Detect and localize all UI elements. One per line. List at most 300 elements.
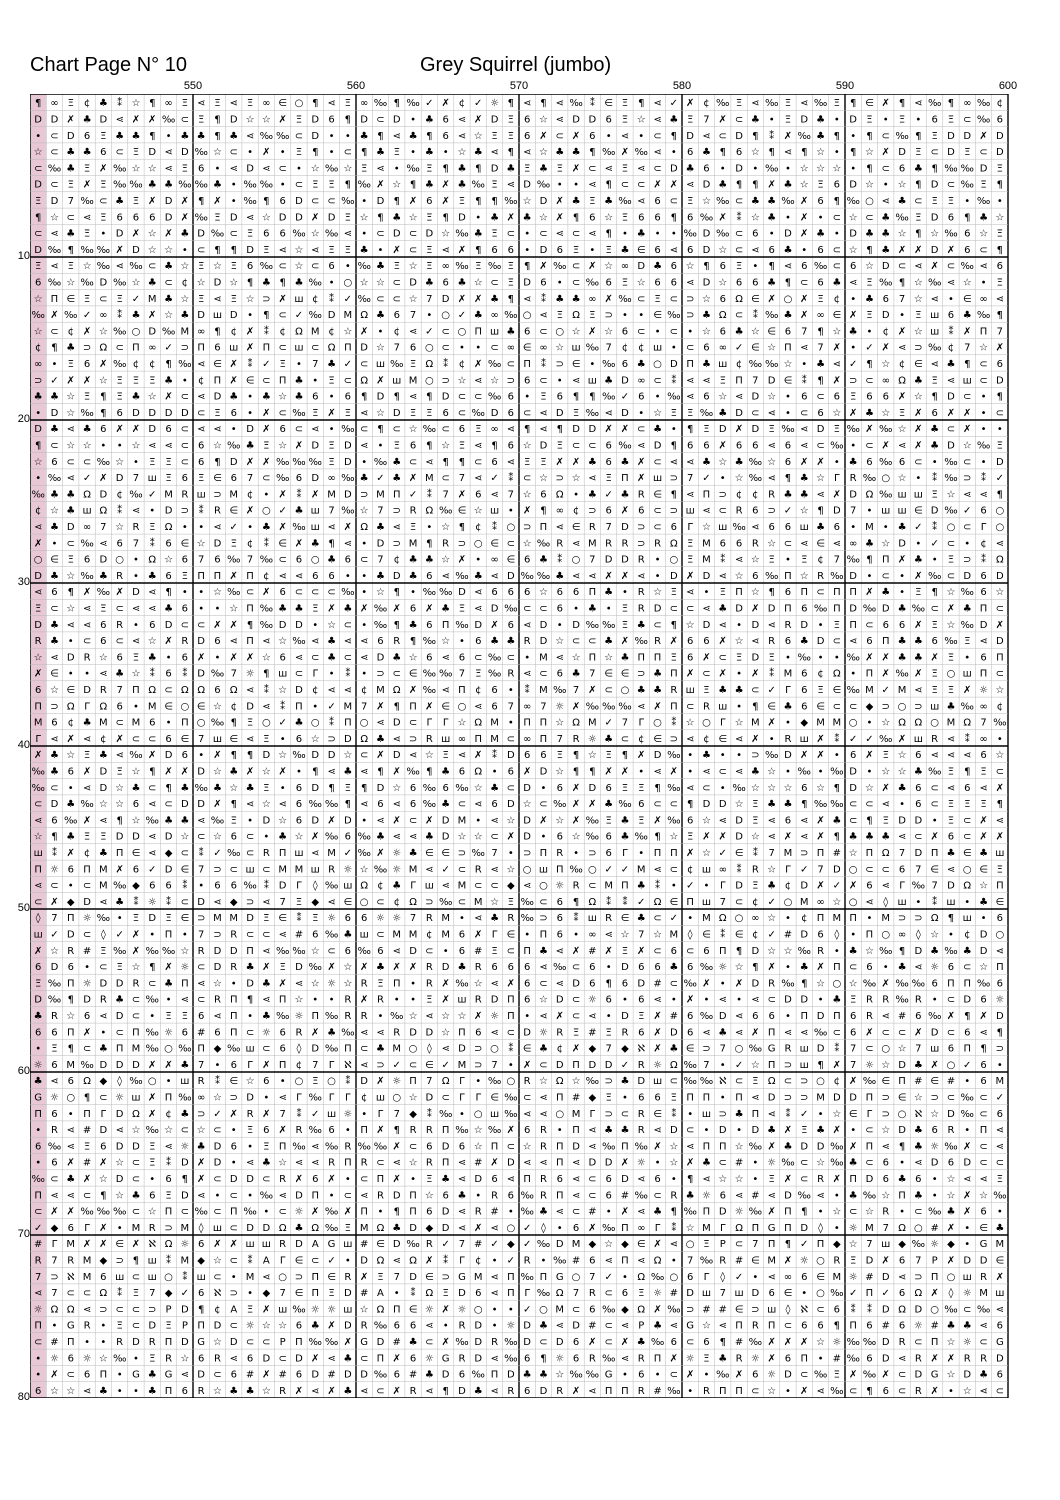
grid-symbol: ‰ (325, 832, 338, 843)
grid-symbol: ⋖ (898, 1353, 906, 1364)
grid-symbol: ✗ (930, 261, 938, 272)
grid-symbol: ⊂ (50, 326, 58, 337)
grid-symbol: • (182, 245, 188, 256)
grid-symbol: ¶ (442, 457, 448, 468)
grid-symbol: ⋖ (311, 245, 319, 256)
grid-symbol: ☆ (800, 571, 809, 582)
grid-symbol: ⊃ (83, 343, 91, 354)
grid-symbol: 6 (801, 685, 807, 696)
grid-symbol: ✗ (164, 766, 172, 777)
grid-symbol: ◆ (99, 1255, 107, 1266)
grid-symbol: ‰ (553, 1255, 566, 1266)
grid-symbol: Ξ (116, 375, 122, 386)
grid-symbol: ∞ (164, 98, 172, 109)
grid-symbol: ‰ (569, 98, 582, 109)
grid-symbol: ✗ (914, 620, 922, 631)
grid-symbol: ✓ (865, 734, 873, 745)
grid-symbol: ⊃ (474, 1044, 482, 1055)
grid-symbol: D (165, 212, 173, 223)
grid-symbol: D (817, 424, 825, 435)
grid-symbol: ⋖ (327, 98, 335, 109)
grid-symbol: ∈ (376, 1239, 385, 1250)
grid-symbol: Π (817, 848, 825, 859)
grid-symbol: Π (849, 1321, 857, 1332)
grid-symbol: 6 (231, 1370, 237, 1381)
grid-symbol: Π (540, 718, 548, 729)
grid-symbol: R (377, 1190, 384, 1201)
grid-symbol: ✗ (686, 1370, 694, 1381)
grid-symbol: Π (344, 1044, 352, 1055)
grid-symbol: Ξ (68, 555, 74, 566)
grid-symbol: ¶ (899, 98, 905, 109)
grid-symbol: 6 (165, 571, 171, 582)
grid-symbol: R (51, 1011, 58, 1022)
grid-symbol: • (785, 1011, 791, 1022)
grid-symbol: Ξ (149, 1158, 155, 1169)
grid-symbol: ∈ (735, 1304, 744, 1315)
grid-symbol: 6 (654, 1092, 660, 1103)
grid-symbol: ⋖ (327, 522, 335, 533)
grid-symbol: ✓ (833, 881, 841, 892)
grid-symbol: Π (246, 603, 254, 614)
grid-symbol: R (247, 1109, 254, 1120)
grid-symbol: ♣ (148, 1386, 157, 1397)
grid-symbol: ♣ (34, 1076, 43, 1087)
grid-symbol: D (931, 245, 939, 256)
grid-symbol: • (508, 718, 514, 729)
grid-symbol: ♣ (555, 147, 564, 158)
grid-symbol: ✓ (490, 1239, 498, 1250)
grid-symbol: ⋖ (393, 1255, 401, 1266)
grid-symbol: 6 (410, 343, 416, 354)
grid-symbol: ○ (816, 1288, 825, 1299)
grid-symbol: ✗ (83, 1174, 91, 1185)
grid-symbol: ⊂ (523, 1092, 531, 1103)
grid-symbol: 6 (997, 1370, 1003, 1381)
grid-symbol: ⊂ (490, 832, 498, 843)
grid-symbol: D (181, 1337, 189, 1348)
grid-symbol: ⊂ (637, 180, 645, 191)
grid-symbol: ¶ (361, 783, 367, 794)
grid-symbol: ¶ (834, 131, 840, 142)
grid-symbol: ⋖ (360, 652, 368, 663)
grid-symbol: D (735, 603, 743, 614)
grid-symbol: ⊃ (181, 506, 189, 517)
grid-symbol: ☆ (213, 261, 222, 272)
grid-symbol: ☆ (392, 783, 401, 794)
grid-symbol: ¶ (165, 359, 171, 370)
grid-symbol: ¶ (198, 1304, 204, 1315)
grid-symbol: Ξ (915, 212, 921, 223)
grid-symbol: Π (980, 669, 988, 680)
grid-symbol: ☆ (343, 326, 352, 337)
grid-symbol: ✓ (849, 1288, 857, 1299)
grid-symbol: P (932, 1255, 938, 1266)
grid-symbol: ‰ (423, 799, 436, 810)
grid-symbol: D (588, 114, 596, 125)
grid-symbol: Ξ (671, 652, 677, 663)
grid-symbol: ¶ (817, 375, 823, 386)
grid-symbol: ‰ (553, 685, 566, 696)
grid-symbol: ⋖ (458, 114, 466, 125)
grid-symbol: D (214, 1158, 222, 1169)
grid-symbol: D (377, 538, 385, 549)
grid-symbol: ¶ (752, 180, 758, 191)
grid-symbol: Π (849, 587, 857, 598)
grid-symbol: ◊ (427, 1043, 432, 1055)
grid-symbol: ⊂ (507, 946, 515, 957)
grid-symbol: ⊂ (376, 114, 384, 125)
grid-symbol: 6 (116, 701, 122, 712)
grid-symbol: M (865, 1223, 874, 1234)
grid-symbol: ⋖ (67, 620, 75, 631)
grid-symbol: ☆ (180, 294, 189, 305)
grid-symbol: Ξ (328, 1288, 334, 1299)
grid-symbol: 6 (573, 1337, 579, 1348)
grid-symbol: ¶ (866, 245, 872, 256)
grid-symbol: Ω (409, 1255, 417, 1266)
grid-symbol: ⋖ (474, 799, 482, 810)
grid-symbol: ✗ (474, 1011, 482, 1022)
grid-symbol: ⋖ (898, 440, 906, 451)
grid-symbol: ⋖ (360, 440, 368, 451)
grid-symbol: ♣ (425, 114, 434, 125)
grid-symbol: ¢ (263, 571, 269, 582)
grid-symbol: ⋖ (556, 229, 564, 240)
grid-symbol: ⋖ (702, 603, 710, 614)
grid-symbol: ¢ (394, 555, 400, 566)
grid-symbol: ‰ (618, 294, 631, 305)
grid-symbol: R (866, 1011, 873, 1022)
grid-symbol: ¢ (997, 98, 1003, 109)
grid-symbol: ♣ (849, 946, 858, 957)
grid-symbol: R (116, 571, 123, 582)
grid-symbol: ⊂ (816, 392, 824, 403)
grid-symbol: ⋖ (409, 392, 417, 403)
grid-symbol: ☆ (83, 440, 92, 451)
grid-symbol: ♣ (849, 457, 858, 468)
grid-symbol: ☼ (83, 978, 92, 989)
grid-symbol: R (35, 636, 42, 647)
grid-symbol: ☆ (735, 962, 744, 973)
grid-symbol: • (720, 750, 726, 761)
grid-symbol: ⊂ (278, 1207, 286, 1218)
grid-symbol: R (35, 1255, 42, 1266)
grid-symbol: Π (523, 1174, 531, 1185)
grid-symbol: ○ (784, 897, 793, 908)
grid-symbol: Ξ (68, 180, 74, 191)
grid-symbol: Π (866, 669, 874, 680)
grid-symbol: ✗ (295, 538, 303, 549)
grid-symbol: Π (931, 1337, 939, 1348)
grid-symbol: ⋖ (588, 1011, 596, 1022)
grid-symbol: R (719, 1255, 726, 1266)
grid-symbol: Ξ (850, 392, 856, 403)
grid-symbol: 6 (459, 946, 465, 957)
grid-symbol: ✗ (702, 652, 710, 663)
grid-symbol: Ξ (508, 114, 514, 125)
grid-symbol: ⊂ (572, 261, 580, 272)
grid-symbol: 6 (948, 1158, 954, 1169)
grid-symbol: ш (327, 1109, 336, 1120)
grid-symbol: ⋖ (800, 538, 808, 549)
grid-symbol: 6 (573, 1353, 579, 1364)
grid-symbol: 7 (459, 1239, 465, 1250)
grid-symbol: ♣ (620, 832, 629, 843)
grid-symbol: ¶ (231, 799, 237, 810)
grid-symbol: ✗ (979, 815, 987, 826)
grid-symbol: Π (67, 978, 75, 989)
grid-symbol: ♣ (637, 1337, 646, 1348)
grid-symbol: 6 (524, 1353, 530, 1364)
grid-symbol: • (899, 571, 905, 582)
grid-symbol: ☆ (34, 147, 43, 158)
grid-symbol: Γ (378, 1109, 384, 1120)
grid-symbol: 6 (524, 131, 530, 142)
grid-symbol: M (441, 929, 450, 940)
grid-symbol: Ξ (475, 669, 481, 680)
grid-symbol: ☆ (474, 131, 483, 142)
grid-symbol: ⊂ (50, 783, 58, 794)
grid-symbol: ⊂ (670, 326, 678, 337)
grid-symbol: ⋖ (246, 131, 254, 142)
grid-symbol: 6 (100, 1272, 106, 1283)
grid-symbol: ¶ (247, 750, 253, 761)
grid-symbol: ♣ (946, 359, 955, 370)
grid-symbol: ⋖ (393, 799, 401, 810)
grid-symbol: ш (930, 310, 939, 321)
grid-symbol: ✗ (344, 522, 352, 533)
grid-symbol: D (344, 815, 352, 826)
grid-symbol: D (523, 783, 531, 794)
grid-symbol: ✗ (865, 424, 873, 435)
grid-symbol: ¶ (394, 620, 400, 631)
grid-symbol: ‰ (879, 277, 892, 288)
grid-symbol: 6 (785, 1353, 791, 1364)
grid-symbol: ш (653, 1076, 662, 1087)
grid-symbol: M (213, 913, 222, 924)
grid-symbol: R (328, 864, 335, 875)
grid-symbol: 6 (638, 1370, 644, 1381)
grid-symbol: ♣ (604, 587, 613, 598)
grid-symbol: ☆ (979, 962, 988, 973)
grid-symbol: ♣ (457, 962, 466, 973)
grid-symbol: ♣ (539, 1207, 548, 1218)
grid-symbol: ⋖ (490, 571, 498, 582)
grid-symbol: 6 (671, 522, 677, 533)
grid-symbol: ☆ (865, 261, 874, 272)
grid-symbol: ♣ (718, 1027, 727, 1038)
grid-symbol: ⋖ (67, 473, 75, 484)
grid-symbol: ☆ (735, 1174, 744, 1185)
grid-symbol: ♣ (767, 881, 776, 892)
grid-symbol: Ω (442, 1076, 450, 1087)
grid-symbol: ‰ (455, 783, 468, 794)
grid-symbol: ∞ (490, 310, 498, 321)
grid-symbol: D (735, 408, 743, 419)
grid-symbol: ☆ (213, 978, 222, 989)
grid-symbol: Γ (590, 1109, 596, 1120)
grid-symbol: ‰ (406, 98, 419, 109)
grid-symbol: • (785, 1386, 791, 1397)
grid-symbol: ⊂ (996, 669, 1004, 680)
grid-symbol: 6 (279, 229, 285, 240)
grid-symbol: ⊂ (979, 1092, 987, 1103)
grid-symbol: Ξ (345, 98, 351, 109)
grid-symbol: • (557, 375, 563, 386)
grid-symbol: • (622, 587, 628, 598)
grid-symbol: ✓ (393, 1060, 401, 1071)
grid-symbol: ✗ (784, 1174, 792, 1185)
grid-symbol: M (637, 864, 646, 875)
grid-symbol: Ξ (247, 98, 253, 109)
grid-symbol: ‰ (912, 881, 925, 892)
grid-symbol: 6 (540, 489, 546, 500)
grid-symbol: 6 (654, 962, 660, 973)
grid-symbol: ш (441, 734, 450, 745)
grid-symbol: ⁑ (248, 1253, 253, 1266)
grid-symbol: D (507, 1158, 515, 1169)
grid-symbol: ⊃ (882, 701, 890, 712)
grid-symbol: ♣ (865, 538, 874, 549)
grid-symbol: R (475, 864, 482, 875)
grid-symbol: Ξ (214, 98, 220, 109)
grid-symbol: D (344, 734, 352, 745)
grid-symbol: ‰ (162, 946, 175, 957)
grid-symbol: ♣ (99, 848, 108, 859)
grid-symbol: • (68, 881, 74, 892)
grid-symbol: ¶ (785, 277, 791, 288)
grid-symbol: 6 (589, 978, 595, 989)
grid-symbol: 6 (752, 277, 758, 288)
grid-symbol: Ξ (948, 766, 954, 777)
grid-symbol: 6 (801, 1321, 807, 1332)
grid-symbol: ⋖ (132, 603, 140, 614)
grid-symbol: ¢ (459, 98, 465, 109)
grid-symbol: R (181, 636, 188, 647)
grid-symbol: • (100, 229, 106, 240)
grid-symbol: ∈ (849, 1109, 858, 1120)
grid-symbol: D (197, 669, 205, 680)
grid-symbol: Π (491, 1370, 499, 1381)
grid-symbol: ⋖ (539, 408, 547, 419)
grid-symbol: ¢ (980, 538, 986, 549)
grid-symbol: 6 (198, 1011, 204, 1022)
grid-symbol: 6 (671, 277, 677, 288)
grid-symbol: ✗ (784, 131, 792, 142)
grid-symbol: • (117, 440, 123, 451)
grid-symbol: ☆ (783, 359, 792, 370)
grid-symbol: ∈ (229, 734, 238, 745)
grid-symbol: D (67, 929, 75, 940)
grid-symbol: ✗ (767, 1207, 775, 1218)
grid-symbol: Ω (360, 734, 368, 745)
grid-symbol: Ξ (442, 750, 448, 761)
grid-symbol: ¶ (997, 310, 1003, 321)
grid-symbol: ‰ (537, 538, 550, 549)
grid-symbol: ш (262, 1239, 271, 1250)
grid-symbol: ‰ (586, 408, 599, 419)
grid-symbol: ‰ (846, 652, 859, 663)
grid-symbol: ⋖ (735, 734, 743, 745)
grid-symbol: ✗ (213, 750, 221, 761)
grid-symbol: G (556, 1272, 564, 1283)
grid-symbol: ‰ (749, 457, 762, 468)
grid-symbol: ♣ (767, 196, 776, 207)
grid-symbol: R (214, 995, 221, 1006)
grid-symbol: ⋖ (784, 147, 792, 158)
grid-symbol: ∈ (751, 343, 760, 354)
grid-symbol: Π (197, 1321, 205, 1332)
grid-symbol: ✗ (572, 783, 580, 794)
grid-symbol: ¶ (997, 489, 1003, 500)
grid-symbol: Π (279, 995, 287, 1006)
grid-symbol: 6 (426, 1141, 432, 1152)
grid-symbol: ⋖ (213, 522, 221, 533)
grid-symbol: ♣ (115, 897, 124, 908)
grid-symbol: D (572, 424, 580, 435)
grid-symbol: M (833, 913, 842, 924)
grid-symbol: ✗ (833, 489, 841, 500)
grid-symbol: 6 (638, 1092, 644, 1103)
grid-symbol: ♣ (50, 522, 59, 533)
grid-symbol: 7 (508, 701, 514, 712)
grid-symbol: ⁑ (150, 667, 155, 680)
grid-symbol: ¶ (508, 98, 514, 109)
grid-symbol: 6 (785, 440, 791, 451)
grid-symbol: ♣ (262, 522, 271, 533)
grid-symbol: ⊂ (784, 1076, 792, 1087)
grid-symbol: ⊃ (246, 897, 254, 908)
grid-symbol: ‰ (48, 995, 61, 1006)
grid-symbol: Ξ (377, 978, 383, 989)
grid-symbol: ♣ (523, 1370, 532, 1381)
grid-symbol: ✗ (360, 603, 368, 614)
grid-symbol: ☆ (735, 571, 744, 582)
grid-symbol: ♣ (262, 392, 271, 403)
grid-symbol: R (915, 1386, 922, 1397)
grid-symbol: 6 (980, 1076, 986, 1087)
grid-symbol: ☆ (930, 929, 939, 940)
grid-symbol: ☆ (360, 277, 369, 288)
grid-symbol: ∈ (930, 1076, 939, 1087)
grid-symbol: D (165, 506, 173, 517)
grid-symbol: ⊂ (181, 424, 189, 435)
grid-symbol: ⁑ (264, 536, 269, 549)
chart-title: Grey Squirrel (jumbo) (420, 54, 611, 77)
grid-symbol: Π (246, 946, 254, 957)
grid-symbol: Ξ (279, 359, 285, 370)
grid-symbol: ⊂ (979, 359, 987, 370)
grid-symbol: D (393, 1239, 401, 1250)
grid-symbol: ⋖ (996, 538, 1004, 549)
grid-symbol: ‰ (504, 1092, 517, 1103)
grid-symbol: ⊃ (800, 1076, 808, 1087)
grid-symbol: ⊃ (458, 538, 466, 549)
grid-symbol: ☆ (930, 229, 939, 240)
grid-symbol: ⊂ (507, 734, 515, 745)
grid-symbol: ✗ (99, 1158, 107, 1169)
grid-symbol: M (132, 1223, 141, 1234)
grid-symbol: ш (425, 881, 434, 892)
grid-symbol: ‰ (439, 897, 452, 908)
grid-symbol: # (360, 1239, 368, 1250)
grid-symbol: Ω (426, 359, 434, 370)
grid-symbol: Π (556, 1190, 564, 1201)
grid-symbol: ⊂ (278, 1353, 286, 1364)
grid-symbol: ¢ (165, 1109, 171, 1120)
grid-symbol: M (99, 718, 108, 729)
